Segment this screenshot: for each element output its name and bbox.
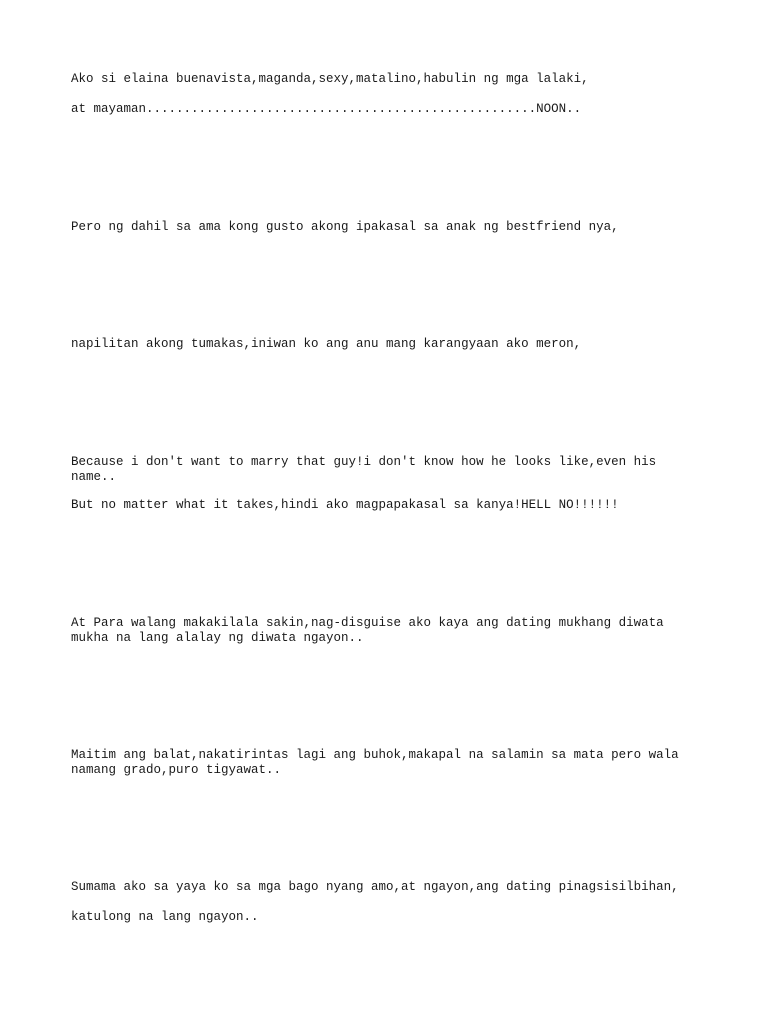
paragraph-5: Because i don't want to marry that guy!i don't know how he looks like,even his name.. — [71, 455, 657, 484]
paragraph-4: napilitan akong tumakas,iniwan ko ang anu mang karangyaan ako meron, — [71, 337, 582, 351]
paragraph-10: katulong na lang ngayon.. — [71, 910, 259, 924]
paragraph-1: Ako si elaina buenavista,maganda,sexy,matalino,habulin ng mga lalaki, — [71, 72, 589, 86]
paragraph-2: at mayaman....................................................NOON.. — [71, 102, 582, 116]
paragraph-3: Pero ng dahil sa ama kong gusto akong ipakasal sa anak ng bestfriend nya, — [71, 220, 619, 234]
paragraph-7: At Para walang makakilala sakin,nag-disguise ako kaya ang dating mukhang diwata mukha na lang alalay ng diwata ngayon.. — [71, 616, 664, 645]
paragraph-9: Sumama ako sa yaya ko sa mga bago nyang amo,at ngayon,ang dating pinagsisilbihan, — [71, 880, 679, 894]
paragraph-6: But no matter what it takes,hindi ako magpapakasal sa kanya!HELL NO!!!!!! — [71, 498, 619, 512]
paragraph-8: Maitim ang balat,nakatirintas lagi ang buhok,makapal na salamin sa mata pero wala namang grado,puro tigyawat.. — [71, 748, 679, 777]
